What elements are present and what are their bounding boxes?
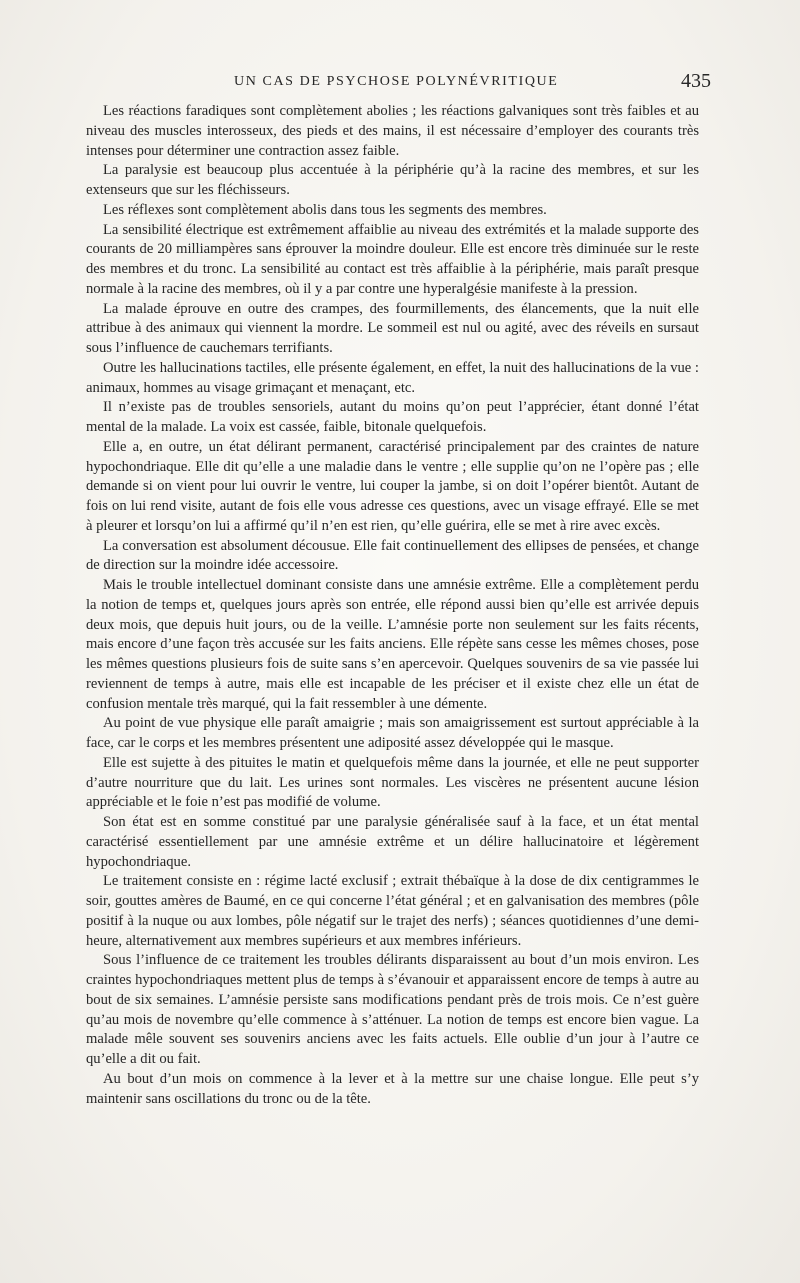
paragraph: Les réflexes sont complètement abolis dans tous les segments des membres. [103,201,547,218]
page-number: 435 [681,70,711,92]
paragraph: Au point de vue physique elle paraît amaigrie ; mais son amaigrissement est surtout appréciable à la face, car le corps et les membres présentent une adiposité assez développée qui le masque. [86,715,699,751]
paragraph: Le traitement consiste en : régime lacté exclusif ; extrait thébaïque à la dose de dix centigrammes le soir, gouttes amères de Baumé, en ce qui concerne l’état général ; et en galvanisation des membres (pôle positif à la nuque ou aux lombes, pôle négatif sur le trajet des nerfs) ; séances quotidiennes d’une demi-heure, alternativement aux membres supérieurs et aux membres inférieurs. [86,873,699,949]
paragraph: La paralysie est beaucoup plus accentuée à la périphérie qu’à la racine des membres, et sur les extenseurs que sur les fléchisseurs. [86,162,699,198]
paragraph: Son état est en somme constitué par une paralysie généralisée sauf à la face, et un état mental caractérisé essentiellement par une amnésie extrême et un délire hallucinatoire et légèrement hypochondriaque. [86,814,699,870]
body-text [86,102,699,1109]
paragraph: Mais le trouble intellectuel dominant consiste dans une amnésie extrême. Elle a complètement perdu la notion de temps et, quelques jours après son entrée, elle répond aussi bien qu’elle est arrivée depuis deux mois, que depuis huit jours, ou de la veille. L’amnésie porte non seulement sur les faits récents, mais encore d’une façon très accusée sur les faits anciens. Elle répète sans cesse les mêmes choses, pose les mêmes questions plusieurs fois de suite sans s’en apercevoir. Quelques souvenirs de sa vie passée lui reviennent de temps à autre, mais elle est incapable de les préciser et il existe chez elle un état de confusion mentale très marqué, qui la fait ressembler à une démente. [86,577,699,712]
paragraph: Elle est sujette à des pituites le matin et quelquefois même dans la journée, et elle ne peut supporter d’autre nourriture que du lait. Les urines sont normales. Les viscères ne présentent aucune lésion appréciable et le foie n’est pas modifié de volume. [86,754,699,811]
running-title: UN CAS DE PSYCHOSE POLYNÉVRITIQUE [234,74,559,89]
page-header [86,70,711,98]
paragraph: La conversation est absolument décousue. Elle fait continuellement des ellipses de pensées, et change de direction sur la moindre idée accessoire. [86,537,699,574]
paragraph: Au bout d’un mois on commence à la lever et à la mettre sur une chaise longue. Elle peut s’y maintenir sans oscillations du tronc ou de la tête. [86,1070,699,1107]
paragraph: Elle a, en outre, un état délirant permanent, caractérisé principalement par des craintes de nature hypochondriaque. Elle dit qu’elle a une maladie dans le ventre ; elle supplie qu’on ne l’opère pas ; elle demande si on vient pour lui ouvrir le ventre, lui couper la jambe, si on doit l’opérer bientôt. Autant de fois on lui rend visite, autant de fois elle vous adresse ces questions, avec un visage effrayé. Elle se met à pleurer et lorsqu’on lui a affirmé qu’il n’en est rien, qu’elle guérira, elle se met à rire avec excès. [86,438,699,534]
paragraph: Il n’existe pas de troubles sensoriels, autant du moins qu’on peut l’apprécier, étant donné l’état mental de la malade. La voix est cassée, faible, bitonale quelquefois. [86,399,699,435]
paragraph: La sensibilité électrique est extrêmement affaiblie au niveau des extrémités et la malade supporte des courants de 20 milliampères sans éprouver la moindre douleur. Elle est encore très diminuée sur le reste des membres et du tronc. La sensibilité au contact est très affaiblie à la périphérie, mais paraît presque normale à la racine des membres, où il y a par contre une hyperalgésie manifeste à la pression. [86,221,699,297]
paragraph: Les réactions faradiques sont complètement abolies ; les réactions galvaniques sont très faibles et au niveau des muscles interosseux, des pieds et des mains, il est nécessaire d’employer des courants très intenses pour déterminer une contraction assez faible. [86,103,699,159]
paragraph: Sous l’influence de ce traitement les troubles délirants disparaissent au bout d’un mois environ. Les craintes hypochondriaques mettent plus de temps à s’évanouir et apparaissent encore de temps à autre au bout de six semaines. L’amnésie persiste sans modifications pendant près de trois mois. Ce n’est guère qu’au mois de novembre qu’elle commence à s’atténuer. La notion de temps est encore bien vague. La malade mêle souvent ses souvenirs anciens avec les faits actuels. Elle oublie d’un jour à l’autre ce qu’elle a dit ou fait. [86,952,699,1067]
paragraph: La malade éprouve en outre des crampes, des fourmillements, des élancements, que la nuit elle attribue à des animaux qui viennent la mordre. Le sommeil est nul ou agité, avec des réveils en sursaut sous l’influence de cauchemars terrifiants. [86,300,699,356]
paragraph: Outre les hallucinations tactiles, elle présente également, en effet, la nuit des hallucinations de la vue : animaux, hommes au visage grimaçant et menaçant, etc. [86,359,699,396]
